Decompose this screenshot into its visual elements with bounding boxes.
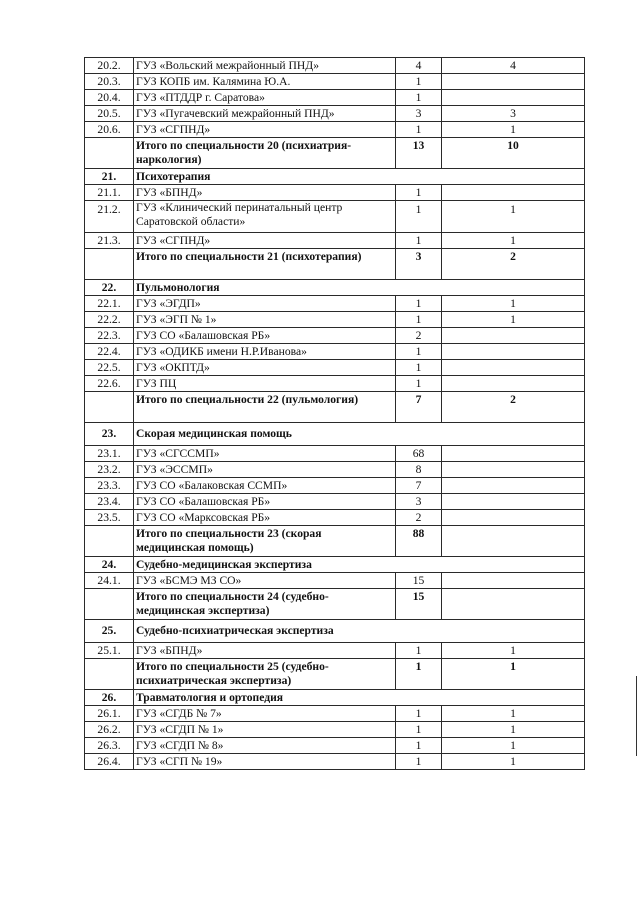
total-row	[85, 138, 585, 169]
count-a-cell: 1	[396, 74, 442, 90]
table-row	[85, 90, 585, 106]
table-row	[85, 58, 585, 74]
row-number: 22.3.	[85, 328, 134, 344]
count-a-cell: 1	[396, 344, 442, 360]
count-a-cell: 1	[396, 233, 442, 249]
table-row	[85, 478, 585, 494]
table-row	[85, 494, 585, 510]
count-b-cell: 2	[442, 249, 585, 280]
row-number: 23.1.	[85, 446, 134, 462]
count-b-cell: 1	[442, 738, 585, 754]
institution-name: ГУЗ «Клинический перинатальный центр Саратовской области»	[134, 201, 396, 233]
count-b-cell	[442, 510, 585, 526]
table-row	[85, 376, 585, 392]
section-row	[85, 690, 585, 706]
count-a-cell: 15	[396, 573, 442, 589]
count-b-cell: 1	[442, 312, 585, 328]
count-b-cell: 1	[442, 659, 585, 690]
table-row	[85, 201, 585, 233]
count-a-cell: 1	[396, 122, 442, 138]
count-a-cell: 2	[396, 510, 442, 526]
count-b-cell: 10	[442, 138, 585, 169]
count-a-cell: 3	[396, 249, 442, 280]
count-a-cell: 88	[396, 526, 442, 557]
section-title: Судебно-психиатрическая экспертиза	[134, 620, 585, 643]
count-b-cell	[442, 446, 585, 462]
count-b-cell	[442, 90, 585, 106]
total-label: Итого по специальности 24 (судебно-медицинская экспертиза)	[134, 589, 396, 620]
scan-edge-mark	[636, 676, 637, 756]
row-number: 21.1.	[85, 185, 134, 201]
section-number: 23.	[85, 423, 134, 446]
row-number: 26.4.	[85, 754, 134, 770]
table-row	[85, 573, 585, 589]
row-number: 23.3.	[85, 478, 134, 494]
row-number: 20.5.	[85, 106, 134, 122]
count-a-cell: 7	[396, 392, 442, 423]
institution-name: ГУЗ «ЭГДП»	[134, 296, 396, 312]
institution-name: ГУЗ «БСМЭ МЗ СО»	[134, 573, 396, 589]
count-b-cell	[442, 74, 585, 90]
count-a-cell: 7	[396, 478, 442, 494]
count-b-cell: 1	[442, 296, 585, 312]
institution-name: ГУЗ СО «Балашовская РБ»	[134, 494, 396, 510]
count-a-cell: 2	[396, 328, 442, 344]
total-label: Итого по специальности 21 (психотерапия)	[134, 249, 396, 280]
row-number: 20.2.	[85, 58, 134, 74]
row-number	[85, 138, 134, 169]
count-a-cell: 8	[396, 462, 442, 478]
table-row	[85, 446, 585, 462]
row-number: 22.4.	[85, 344, 134, 360]
count-b-cell: 1	[442, 233, 585, 249]
section-title: Судебно-медицинская экспертиза	[134, 557, 585, 573]
table-row	[85, 185, 585, 201]
count-a-cell: 13	[396, 138, 442, 169]
count-b-cell	[442, 478, 585, 494]
table-row	[85, 74, 585, 90]
institution-name: ГУЗ КОПБ им. Калямина Ю.А.	[134, 74, 396, 90]
section-number: 22.	[85, 280, 134, 296]
table-row	[85, 122, 585, 138]
count-a-cell: 15	[396, 589, 442, 620]
count-b-cell	[442, 462, 585, 478]
table-row	[85, 328, 585, 344]
total-row	[85, 526, 585, 557]
section-title: Пульмонология	[134, 280, 585, 296]
table-row	[85, 312, 585, 328]
institution-name: ГУЗ «СГДБ № 7»	[134, 706, 396, 722]
table-row	[85, 754, 585, 770]
count-b-cell	[442, 526, 585, 557]
count-b-cell	[442, 328, 585, 344]
count-a-cell: 1	[396, 722, 442, 738]
table-row	[85, 360, 585, 376]
count-a-cell: 68	[396, 446, 442, 462]
row-number: 20.4.	[85, 90, 134, 106]
table-row	[85, 643, 585, 659]
count-b-cell: 1	[442, 706, 585, 722]
count-a-cell: 1	[396, 376, 442, 392]
institution-name: ГУЗ СО «Балаковская ССМП»	[134, 478, 396, 494]
table-row	[85, 722, 585, 738]
row-number: 20.6.	[85, 122, 134, 138]
institution-name: ГУЗ «СГП № 19»	[134, 754, 396, 770]
count-b-cell: 1	[442, 122, 585, 138]
row-number	[85, 249, 134, 280]
count-b-cell	[442, 344, 585, 360]
institution-name: ГУЗ СО «Балашовская РБ»	[134, 328, 396, 344]
section-row	[85, 169, 585, 185]
count-b-cell	[442, 360, 585, 376]
table-row	[85, 233, 585, 249]
institution-name: ГУЗ «СГДП № 1»	[134, 722, 396, 738]
row-number: 21.2.	[85, 201, 134, 233]
allocation-table	[84, 57, 585, 770]
table-row	[85, 462, 585, 478]
total-label: Итого по специальности 20 (психиатрия-наркология)	[134, 138, 396, 169]
total-label: Итого по специальности 22 (пульмология)	[134, 392, 396, 423]
institution-name: ГУЗ «СГССМП»	[134, 446, 396, 462]
institution-name: ГУЗ «ПТДДР г. Саратова»	[134, 90, 396, 106]
section-title: Скорая медицинская помощь	[134, 423, 585, 446]
count-b-cell: 1	[442, 722, 585, 738]
section-row	[85, 557, 585, 573]
table-row	[85, 344, 585, 360]
section-row	[85, 423, 585, 446]
section-title: Травматология и ортопедия	[134, 690, 585, 706]
count-a-cell: 4	[396, 58, 442, 74]
row-number: 23.2.	[85, 462, 134, 478]
institution-name: ГУЗ СО «Марксовская РБ»	[134, 510, 396, 526]
count-b-cell: 1	[442, 754, 585, 770]
section-row	[85, 620, 585, 643]
institution-name: ГУЗ «ОДИКБ имени Н.Р.Иванова»	[134, 344, 396, 360]
total-row	[85, 659, 585, 690]
total-label: Итого по специальности 23 (скорая медицинская помощь)	[134, 526, 396, 557]
total-row	[85, 589, 585, 620]
count-b-cell	[442, 573, 585, 589]
institution-name: ГУЗ «СГПНД»	[134, 122, 396, 138]
row-number: 26.3.	[85, 738, 134, 754]
count-a-cell: 1	[396, 201, 442, 233]
row-number: 26.2.	[85, 722, 134, 738]
institution-name: ГУЗ «БПНД»	[134, 185, 396, 201]
count-b-cell: 1	[442, 201, 585, 233]
count-a-cell: 1	[396, 90, 442, 106]
institution-name: ГУЗ «ОКПТД»	[134, 360, 396, 376]
row-number: 23.5.	[85, 510, 134, 526]
count-a-cell: 1	[396, 706, 442, 722]
row-number: 22.5.	[85, 360, 134, 376]
count-b-cell: 3	[442, 106, 585, 122]
table-row	[85, 738, 585, 754]
allocation-table-body	[85, 58, 585, 770]
count-b-cell: 2	[442, 392, 585, 423]
table-row	[85, 706, 585, 722]
count-b-cell	[442, 589, 585, 620]
institution-name: ГУЗ ПЦ	[134, 376, 396, 392]
count-a-cell: 1	[396, 312, 442, 328]
count-b-cell	[442, 185, 585, 201]
row-number	[85, 659, 134, 690]
section-number: 25.	[85, 620, 134, 643]
table-row	[85, 510, 585, 526]
row-number	[85, 526, 134, 557]
institution-name: ГУЗ «ЭССМП»	[134, 462, 396, 478]
institution-name: ГУЗ «Пугачевский межрайонный ПНД»	[134, 106, 396, 122]
count-a-cell: 1	[396, 296, 442, 312]
row-number: 26.1.	[85, 706, 134, 722]
count-a-cell: 3	[396, 106, 442, 122]
total-row	[85, 392, 585, 423]
total-row	[85, 249, 585, 280]
table-row	[85, 106, 585, 122]
row-number: 22.6.	[85, 376, 134, 392]
row-number: 23.4.	[85, 494, 134, 510]
count-a-cell: 3	[396, 494, 442, 510]
count-b-cell	[442, 494, 585, 510]
institution-name: ГУЗ «Вольский межрайонный ПНД»	[134, 58, 396, 74]
section-row	[85, 280, 585, 296]
institution-name: ГУЗ «ЭГП № 1»	[134, 312, 396, 328]
count-a-cell: 1	[396, 738, 442, 754]
institution-name: ГУЗ «БПНД»	[134, 643, 396, 659]
row-number: 25.1.	[85, 643, 134, 659]
section-number: 21.	[85, 169, 134, 185]
count-a-cell: 1	[396, 185, 442, 201]
institution-name: ГУЗ «СГПНД»	[134, 233, 396, 249]
count-a-cell: 1	[396, 754, 442, 770]
section-number: 26.	[85, 690, 134, 706]
row-number: 21.3.	[85, 233, 134, 249]
section-number: 24.	[85, 557, 134, 573]
row-number: 20.3.	[85, 74, 134, 90]
count-a-cell: 1	[396, 659, 442, 690]
institution-name: ГУЗ «СГДП № 8»	[134, 738, 396, 754]
table-row	[85, 296, 585, 312]
section-title: Психотерапия	[134, 169, 585, 185]
count-b-cell	[442, 376, 585, 392]
row-number	[85, 392, 134, 423]
row-number: 24.1.	[85, 573, 134, 589]
row-number: 22.1.	[85, 296, 134, 312]
row-number	[85, 589, 134, 620]
count-a-cell: 1	[396, 643, 442, 659]
total-label: Итого по специальности 25 (судебно-психиатрическая экспертиза)	[134, 659, 396, 690]
row-number: 22.2.	[85, 312, 134, 328]
count-b-cell: 1	[442, 643, 585, 659]
count-b-cell: 4	[442, 58, 585, 74]
count-a-cell: 1	[396, 360, 442, 376]
